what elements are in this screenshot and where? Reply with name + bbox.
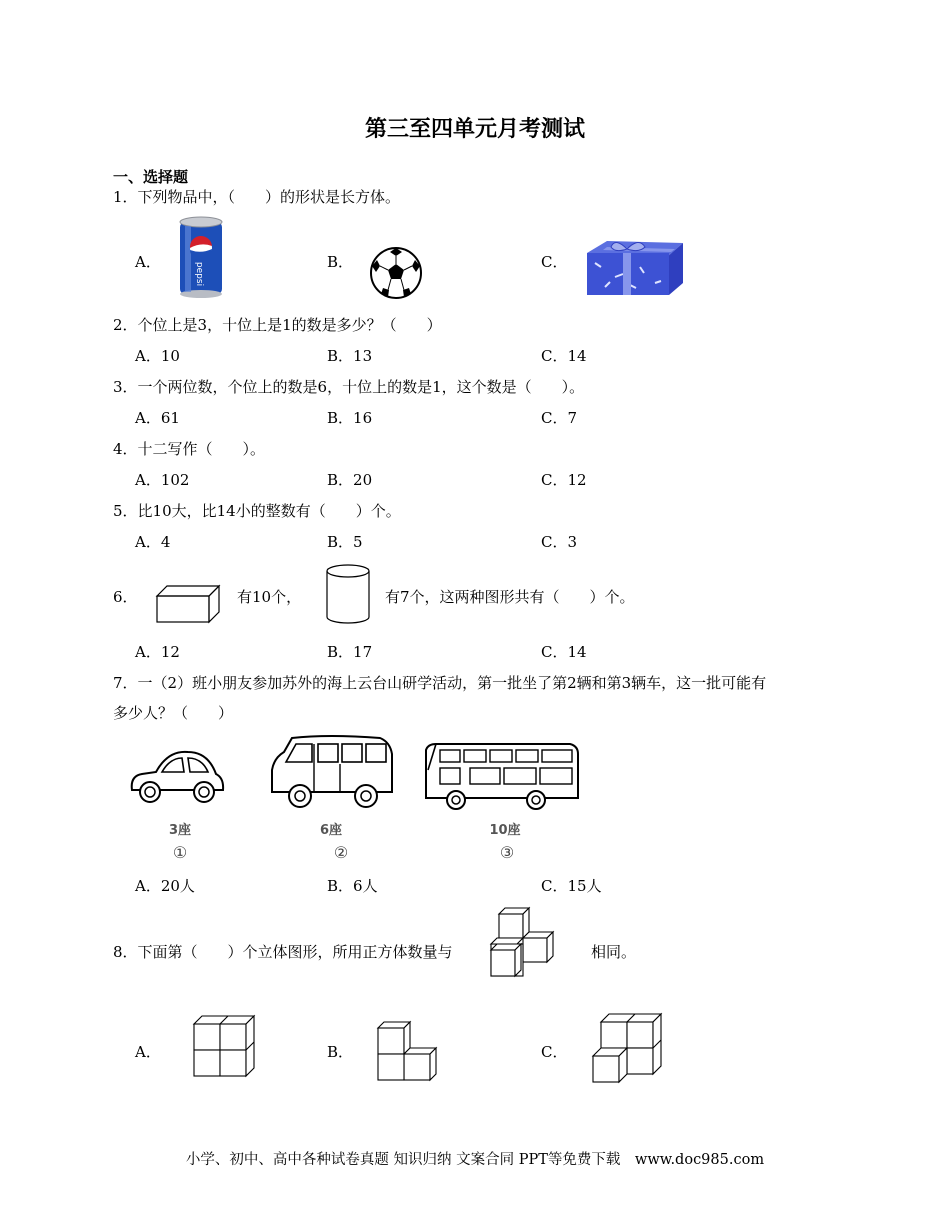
q5-option-b[interactable]: B．5 xyxy=(327,533,363,551)
cuboid-shape-icon xyxy=(155,584,221,624)
van-icon xyxy=(268,734,396,810)
q6-option-c[interactable]: C．14 xyxy=(541,643,587,661)
q1-option-a[interactable]: A． xyxy=(135,253,161,271)
q6-option-b[interactable]: B．17 xyxy=(327,643,373,661)
reference-cubes-figure xyxy=(489,906,565,980)
bus-icon xyxy=(420,742,582,810)
q2-option-b[interactable]: B．13 xyxy=(327,347,373,365)
question-6-end: 有7个，这两种图形共有（ ）个。 xyxy=(385,588,635,606)
q2-option-a[interactable]: A．10 xyxy=(135,347,180,365)
footer-text: 小学、初中、高中各种试卷真题 知识归纳 文案合同 PPT等免费下载 www.doc985.com xyxy=(185,1152,765,1168)
q8-option-a[interactable]: A． xyxy=(135,1043,161,1061)
svg-text:pepsi: pepsi xyxy=(194,261,204,287)
question-6-mid: 有10个， xyxy=(237,588,302,606)
question-2: 2．个位上是3，十位上是1的数是多少？（ ） xyxy=(113,316,442,334)
question-4: 4．十二写作（ ）。 xyxy=(113,440,266,458)
vehicle-1-number: ① xyxy=(172,843,188,862)
question-8-start: 8．下面第（ ）个立体图形，所用正方体数量与 xyxy=(113,943,453,961)
option-a-cubes-figure xyxy=(192,1014,256,1078)
q8-option-b[interactable]: B． xyxy=(327,1043,354,1061)
cylinder-shape-icon xyxy=(325,563,371,625)
q8-option-c[interactable]: C． xyxy=(541,1043,568,1061)
car-icon xyxy=(128,746,226,808)
q7-option-c[interactable]: C．15人 xyxy=(541,877,602,895)
vehicle-2-number: ② xyxy=(333,843,349,862)
q4-option-a[interactable]: A．102 xyxy=(135,471,190,489)
soccer-ball-image xyxy=(369,246,423,300)
q4-option-c[interactable]: C．12 xyxy=(541,471,587,489)
page-title: 第三至四单元月考测试 xyxy=(364,117,585,142)
section-heading: 一、选择题 xyxy=(113,168,189,186)
vehicle-2-seats: 6座 xyxy=(319,823,343,838)
question-5: 5．比10大，比14小的整数有（ ）个。 xyxy=(113,502,401,520)
vehicle-3-number: ③ xyxy=(499,843,515,862)
vehicle-3-seats: 10座 xyxy=(489,823,521,838)
soda-can-image xyxy=(177,216,225,298)
q6-option-a[interactable]: A．12 xyxy=(135,643,180,661)
q4-option-b[interactable]: B．20 xyxy=(327,471,373,489)
vehicle-1-seats: 3座 xyxy=(168,823,192,838)
q3-option-a[interactable]: A．61 xyxy=(135,409,180,427)
q2-option-c[interactable]: C．14 xyxy=(541,347,587,365)
q3-option-c[interactable]: C．7 xyxy=(541,409,578,427)
question-7-line1: 7．一（2）班小朋友参加苏外的海上云台山研学活动，第一批坐了第2辆和第3辆车，这一批可能有 xyxy=(113,674,767,692)
question-1: 1．下列物品中，（ ）的形状是长方体。 xyxy=(113,188,401,206)
option-c-cubes-figure xyxy=(591,1012,663,1086)
q1-option-c[interactable]: C． xyxy=(541,253,568,271)
q5-option-c[interactable]: C．3 xyxy=(541,533,578,551)
q5-option-a[interactable]: A．4 xyxy=(135,533,171,551)
q1-option-b[interactable]: B． xyxy=(327,253,354,271)
q3-option-b[interactable]: B．16 xyxy=(327,409,373,427)
q7-option-a[interactable]: A．20人 xyxy=(135,877,195,895)
question-7-line2: 多少人？（ ） xyxy=(113,704,234,722)
question-3: 3．一个两位数，个位上的数是6，十位上的数是1，这个数是（ ）。 xyxy=(113,378,585,396)
question-8-end: 相同。 xyxy=(591,943,637,961)
gift-box-image xyxy=(585,237,685,299)
q7-option-b[interactable]: B．6人 xyxy=(327,877,378,895)
question-6-number: 6． xyxy=(113,588,138,606)
option-b-cubes-figure xyxy=(376,1020,440,1084)
